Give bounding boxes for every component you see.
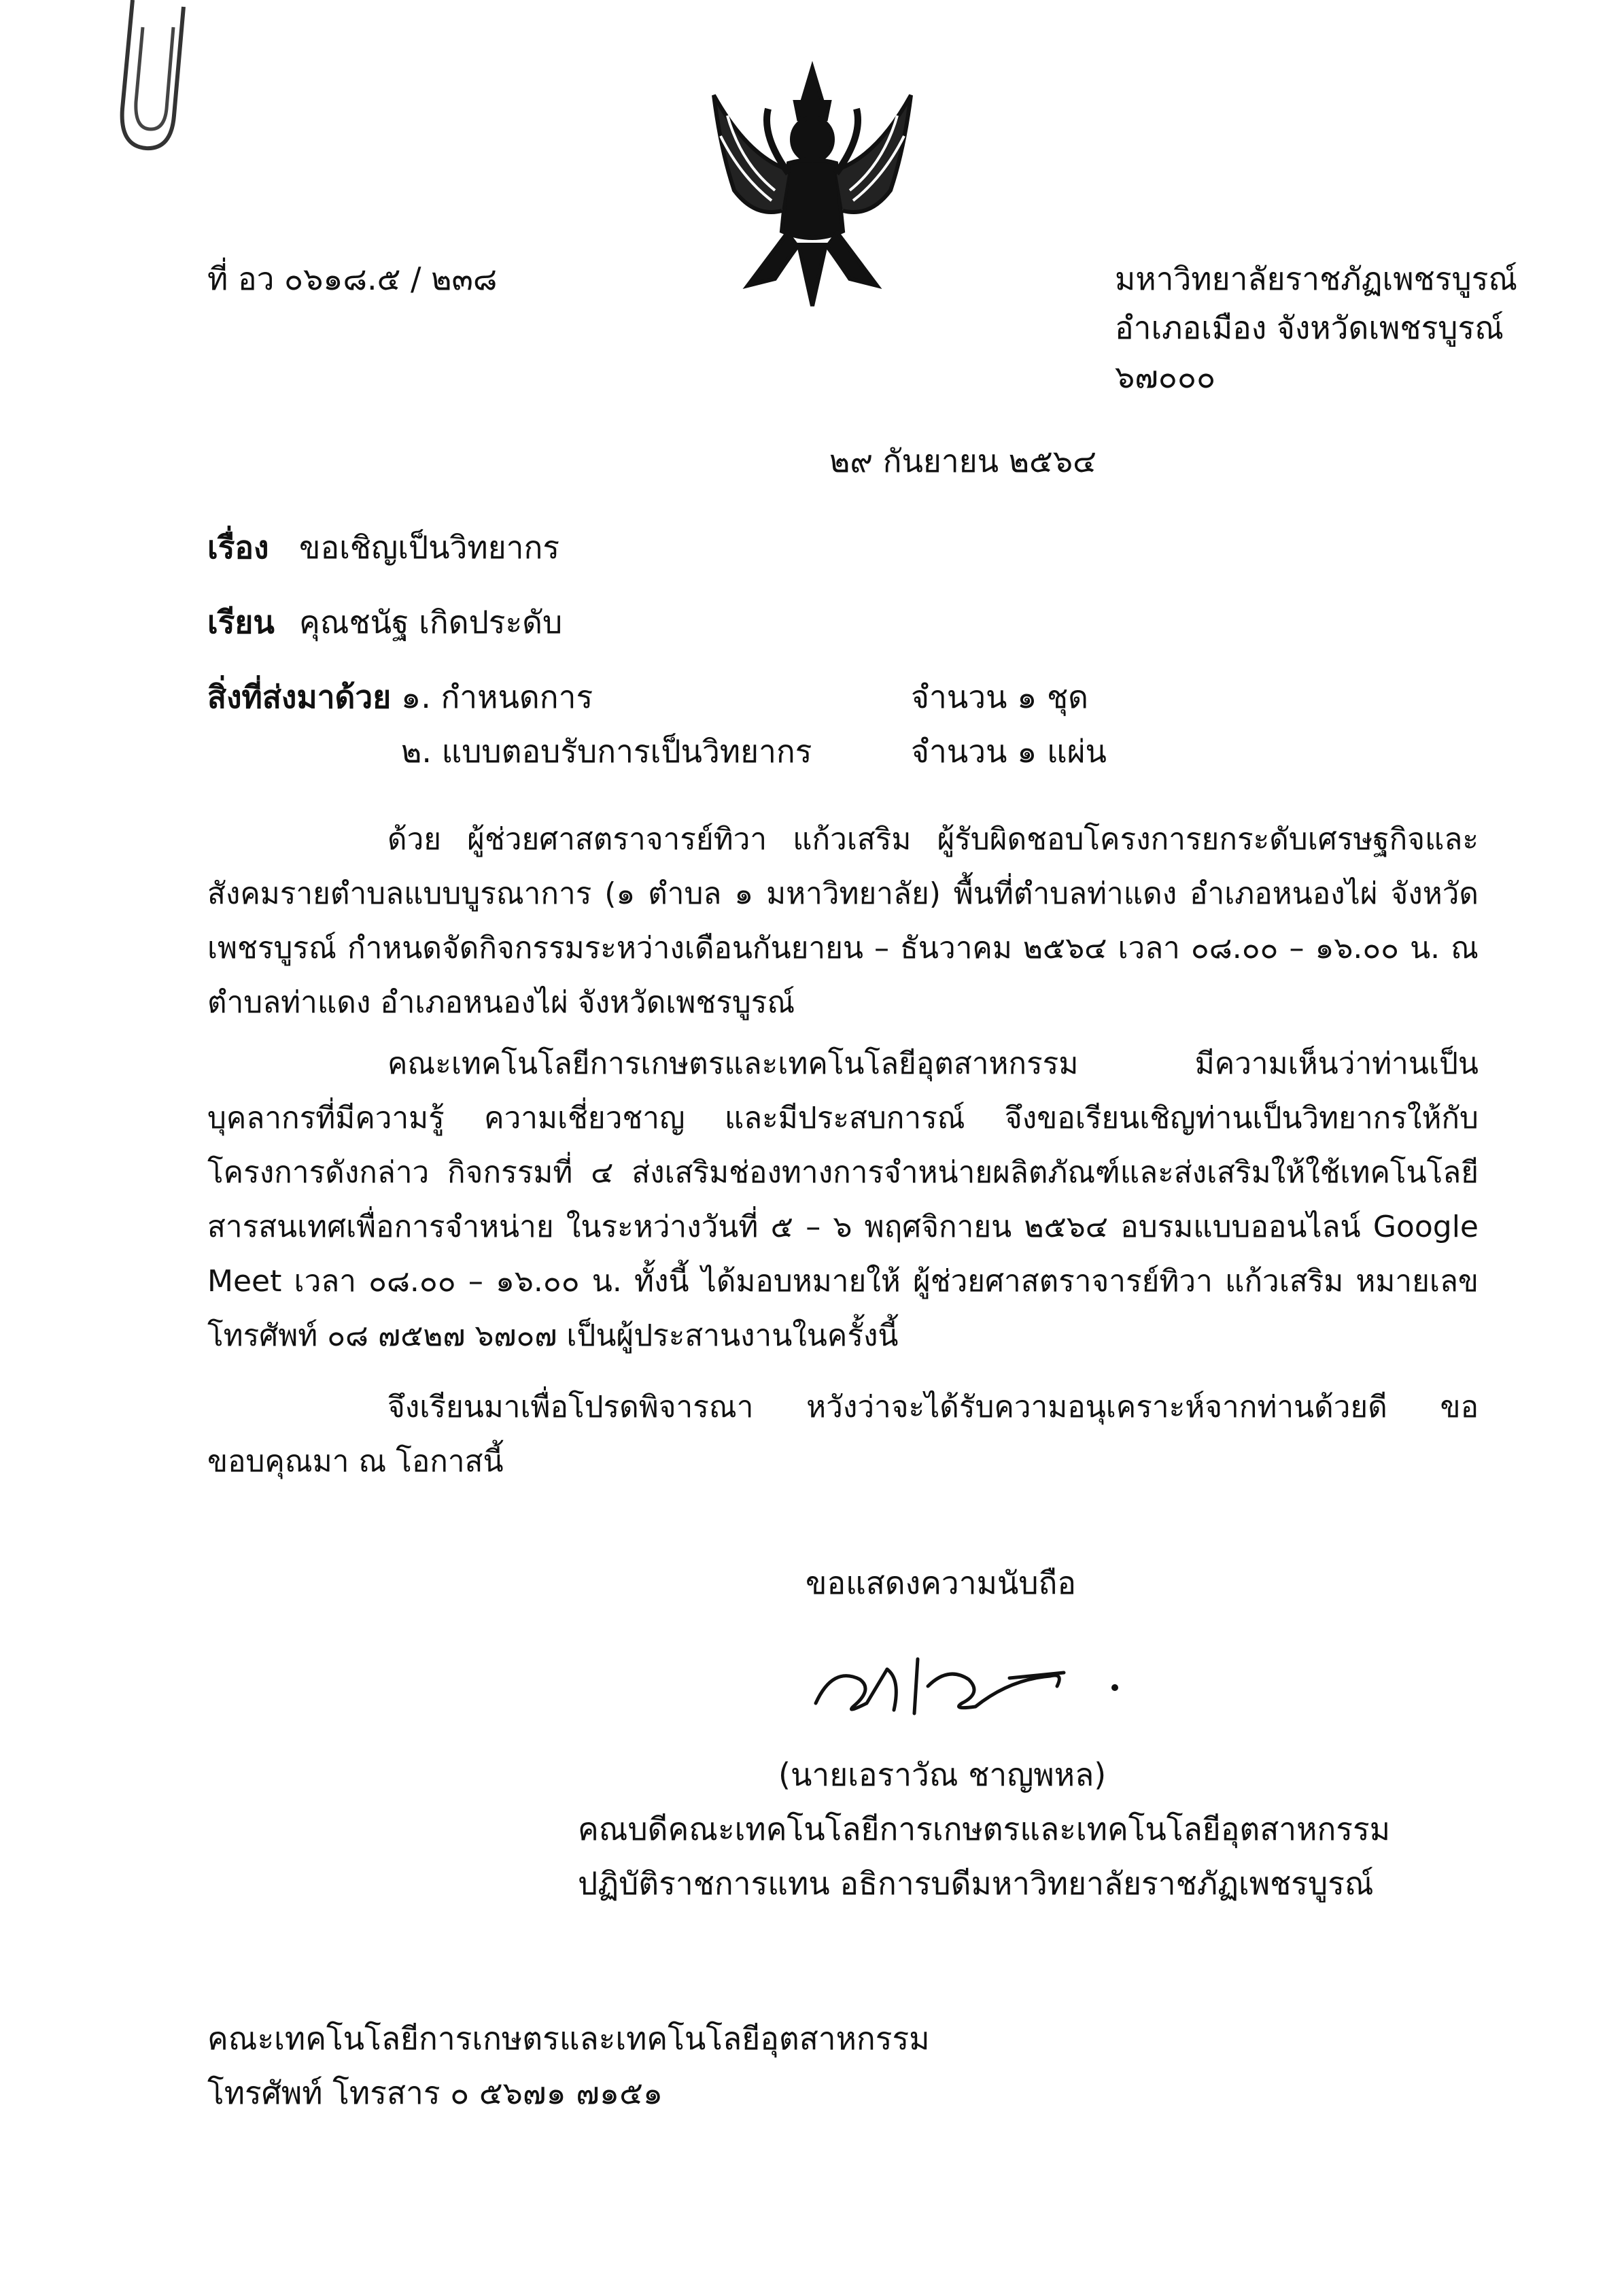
letter-date: ๒๙ กันยายน ๒๕๖๔ <box>829 443 1096 479</box>
enclosure-qty-2: จำนวน ๑ แผ่น <box>911 733 1107 770</box>
subject-label: เรื่อง <box>207 529 269 566</box>
recipient-name: คุณชนัฐ เกิดประดับ <box>299 604 563 640</box>
paper-clip-icon <box>109 0 204 163</box>
body-paragraph-2: คณะเทคโนโลยีการเกษตรและเทคโนโลยีอุตสาหกรรม มีความเห็นว่าท่านเป็นบุคลากรที่มีความรู้ ความเชี่ยวชาญ และมีประสบการณ์ จึงขอเรียนเชิญท่านเป็นวิทยากรให้กับโครงการดังกล่าว กิจกรรมที่ ๔ ส่งเสริมช่องทางการจำหน่ายผลิตภัณฑ์และส่งเสริมให้ใช้เทคโนโลยีสารสนเทศเพื่อการจำหน่าย ในระหว่างวันที่ ๕ – ๖ พฤศจิกายน ๒๕๖๔ อบรมแบบออนไลน์ Google Meet เวลา ๐๘.๐๐ – ๑๖.๐๐ น. ทั้งนี้ ได้มอบหมายให้ ผู้ช่วยศาสตราจารย์ทิวา แก้วเสริม หมายเลขโทรศัพท์ ๐๘ ๗๕๒๗ ๖๗๐๗ เป็นผู้ประสานงานในครั้งนี้ <box>207 1046 1479 1353</box>
enclosures-label: สิ่งที่ส่งมาด้วย <box>207 679 392 715</box>
body-paragraph-3: จึงเรียนมาเพื่อโปรดพิจารณา หวังว่าจะได้รับความอนุเคราะห์จากท่านด้วยดี ขอขอบคุณมา ณ โอกาสนี้ <box>207 1390 1479 1479</box>
garuda-emblem-icon <box>687 54 938 313</box>
body-paragraph-1: ด้วย ผู้ช่วยศาสตราจารย์ทิวา แก้วเสริม ผู้รับผิดชอบโครงการยกระดับเศรษฐกิจและสังคมรายตำบลแบบบูรณาการ (๑ ตำบล ๑ มหาวิทยาลัย) พื้นที่ตำบลท่าแดง อำเภอหนองไผ่ จังหวัดเพชรบูรณ์ กำหนดจัดกิจกรรมระหว่างเดือนกันยายน – ธันวาคม ๒๕๖๔ เวลา ๐๘.๐๐ – ๑๖.๐๐ น. ณ ตำบลท่าแดง อำเภอหนองไผ่ จังหวัดเพชรบูรณ์ <box>207 822 1479 1020</box>
recipient-label: เรียน <box>207 604 275 640</box>
signer-name: (นายเอราวัณ ชาญพหล) <box>778 1756 1107 1793</box>
enclosure-qty-1: จำนวน ๑ ชุด <box>911 679 1089 715</box>
reference-number: ที่ อว ๐๖๑๘.๕ / ๒๓๘ <box>207 260 498 297</box>
footer-organization: คณะเทคโนโลยีการเกษตรและเทคโนโลยีอุตสาหกรรม <box>207 2020 930 2057</box>
address-line-1: มหาวิทยาลัยราชภัฏเพชรบูรณ์ <box>1115 260 1518 297</box>
signer-title-2: ปฏิบัติราชการแทน อธิการบดีมหาวิทยาลัยราชภัฏเพชรบูรณ์ <box>578 1865 1374 1902</box>
enclosure-item-2: ๒. แบบตอบรับการเป็นวิทยากร <box>401 733 812 770</box>
subject-text: ขอเชิญเป็นวิทยากร <box>299 529 560 566</box>
signer-title-1: คณบดีคณะเทคโนโลยีการเกษตรและเทคโนโลยีอุตสาหกรรม <box>578 1811 1391 1847</box>
closing-phrase: ขอแสดงความนับถือ <box>806 1565 1077 1601</box>
address-postcode: ๖๗๐๐๐ <box>1115 358 1216 395</box>
handwritten-signature <box>806 1639 1132 1734</box>
footer-phone: โทรศัพท์ โทรสาร ๐ ๕๖๗๑ ๗๑๕๑ <box>207 2074 663 2111</box>
address-line-2: อำเภอเมือง จังหวัดเพชรบูรณ์ <box>1115 309 1504 346</box>
enclosure-item-1: ๑. กำหนดการ <box>401 679 593 715</box>
